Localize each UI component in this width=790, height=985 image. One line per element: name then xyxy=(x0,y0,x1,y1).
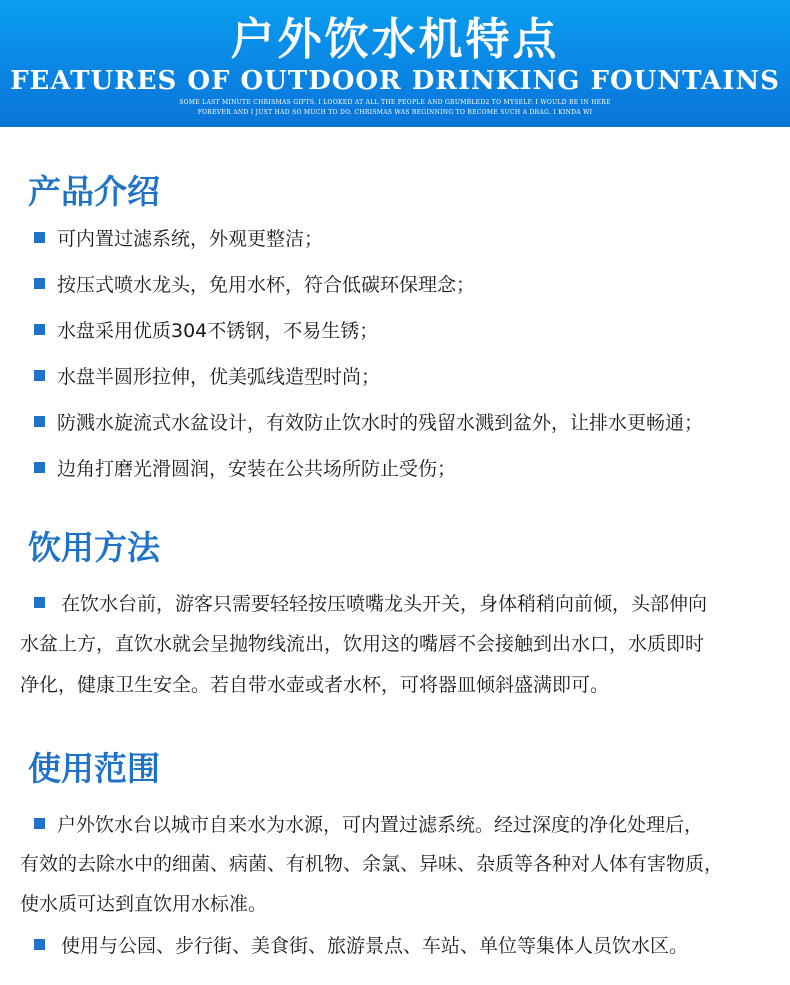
paragraph-line: 净化，健康卫生安全。若自带水壶或者水杯，可将器皿倾斜盛满即可。 xyxy=(20,674,610,696)
list-item xyxy=(34,365,380,389)
square-bullet-icon xyxy=(34,939,45,950)
paragraph-line: 有效的去除水中的细菌、病菌、有机物、余氯、异味、杂质等各种对人体有害物质， xyxy=(20,853,724,875)
list-item xyxy=(34,227,323,251)
paragraph-line: 使水质可达到直饮用水标准。 xyxy=(20,893,268,915)
paragraph-text: 使用与公园、步行街、美食街、旅游景点、车站、单位等集体人员饮水区。 xyxy=(61,935,689,957)
list-item-text: 水盘采用优质304不锈钢，不易生锈； xyxy=(57,320,379,342)
paragraph-text: 户外饮水台以城市自来水为水源，可内置过滤系统。经过深度的净化处理后， xyxy=(57,814,704,836)
header-banner xyxy=(0,0,790,127)
list-item-text: 按压式喷水龙头，免用水杯，符合低碳环保理念； xyxy=(57,274,476,296)
banner-title: 户外饮水机特点 xyxy=(230,14,560,65)
list-item-text: 边角打磨光滑圆润，安装在公共场所防止受伤； xyxy=(57,458,457,480)
section-title-method: 饮用方法 xyxy=(28,528,160,567)
square-bullet-icon xyxy=(34,232,45,243)
square-bullet-icon xyxy=(34,278,45,289)
paragraph-text: 在饮水台前，游客只需要轻轻按压喷嘴龙头开关，身体稍稍向前倾，头部伸向 xyxy=(61,593,708,615)
banner-subtitle: FEATURES OF OUTDOOR DRINKING FOUNTAINS xyxy=(10,66,780,96)
paragraph-line xyxy=(20,934,688,958)
banner-fine-text-1: SOME LAST MINUTE CHRISMAS GIFTS. I LOOKED AT ALL THE PEOPLE AND GRUMBLED2 TO MYSELF. I WOULD BE IN HERE xyxy=(179,99,611,106)
list-item-text: 可内置过滤系统，外观更整洁； xyxy=(57,228,324,250)
section-title-scope: 使用范围 xyxy=(28,749,160,788)
list-item xyxy=(34,411,703,435)
list-item-text: 水盘半圆形拉伸，优美弧线造型时尚； xyxy=(57,366,381,388)
square-bullet-icon xyxy=(34,370,45,381)
paragraph-line xyxy=(20,592,707,616)
list-item-text: 防溅水旋流式水盆设计，有效防止饮水时的残留水溅到盆外，让排水更畅通； xyxy=(57,412,704,434)
square-bullet-icon xyxy=(34,597,45,608)
paragraph-line: 水盆上方，直饮水就会呈抛物线流出，饮用这的嘴唇不会接触到出水口，水质即时 xyxy=(20,633,705,655)
square-bullet-icon xyxy=(34,818,45,829)
section-title-intro: 产品介绍 xyxy=(28,172,160,211)
banner-fine-text-2: FOREVER AND I JUST HAD SO MUCH TO DO. CHRISMAS WAS BEGINNING TO BECOME SUCH A DRAG. I KINDA WI xyxy=(197,109,593,116)
list-item xyxy=(34,457,456,481)
square-bullet-icon xyxy=(34,324,45,335)
list-item xyxy=(34,319,378,343)
square-bullet-icon xyxy=(34,462,45,473)
list-item xyxy=(34,273,475,297)
paragraph-line xyxy=(20,813,703,837)
square-bullet-icon xyxy=(34,416,45,427)
